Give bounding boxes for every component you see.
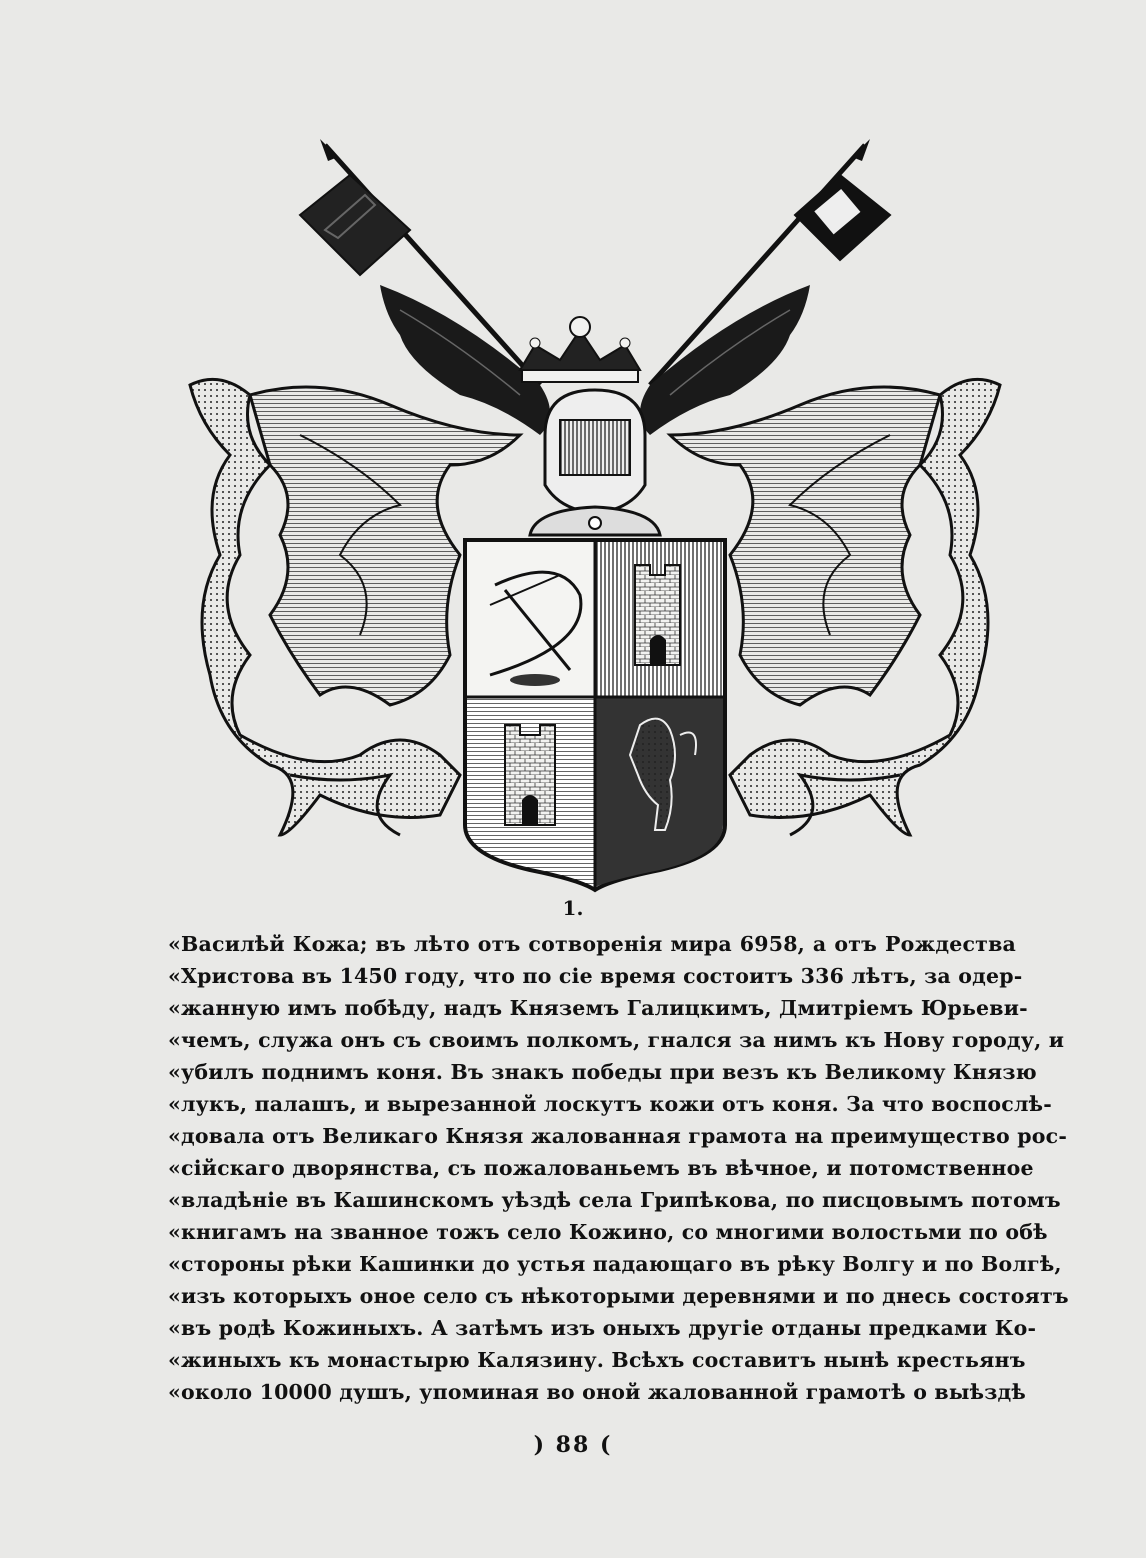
text-line: «сійскаго дворянства, съ пожалованьемъ въ вѣчное, и потомственное [168, 1156, 1034, 1180]
text-line: «убилъ поднимъ коня. Въ знакъ победы при везъ къ Великому Князю [168, 1060, 1037, 1084]
text-line: «изъ которыхъ оное село съ нѣкоторыми деревнями и по днесь состоятъ [168, 1284, 1069, 1308]
lance-icon [320, 139, 870, 385]
text-line: «стороны рѣки Кашинки до устья падающаго въ рѣку Волгу и по Волгѣ, [168, 1252, 1062, 1276]
text-line: «чемъ, служа онъ съ своимъ полкомъ, гнался за нимъ къ Нову городу, и [168, 1028, 1065, 1052]
crown-icon [520, 317, 640, 382]
text-line: «лукъ, палашъ, и вырезанной лоскутъ кожи отъ коня. За что воспослѣ- [168, 1092, 1052, 1116]
text-line: «довала отъ Великаго Князя жалованная грамота на преимущество рос- [168, 1124, 1068, 1148]
text-line: «жиныхъ къ монастырю Калязину. Всѣхъ составитъ нынѣ крестьянъ [168, 1348, 1026, 1372]
text-line: «Христова въ 1450 году, что по сіе время состоитъ 336 лѣтъ, за одер- [168, 964, 1023, 988]
text-line: «жанную имъ побѣду, надъ Княземъ Галицкимъ, Дмитріемъ Юрьеви- [168, 996, 1028, 1020]
text-line: «книгамъ на званное тожъ село Кожино, со многими волостьми по обѣ [168, 1220, 1048, 1244]
page-number: ) 88 ( [533, 1432, 613, 1458]
figure-number: 1. [562, 896, 584, 920]
shield [465, 540, 725, 890]
tower-icon [635, 565, 680, 665]
banner-icon [300, 175, 890, 275]
coat-of-arms-icon [160, 135, 1030, 895]
text-line: «около 10000 душъ, упоминая во оной жалованной грамотѣ о выѣздѣ [168, 1380, 1026, 1404]
tower-icon [505, 725, 555, 825]
text-line: «Василѣй Кожа; въ лѣто отъ сотворенія мира 6958, а отъ Рождества [168, 932, 1016, 956]
text-line: «въ родѣ Кожиныхъ. А затѣмъ изъ оныхъ другіе отданы предками Ко- [168, 1316, 1037, 1340]
helmet-icon [530, 390, 660, 535]
text-line: «владѣніе въ Кашинскомъ уѣздѣ села Грипѣкова, по писцовымъ потомъ [168, 1188, 1061, 1212]
body-text [168, 928, 1069, 1408]
